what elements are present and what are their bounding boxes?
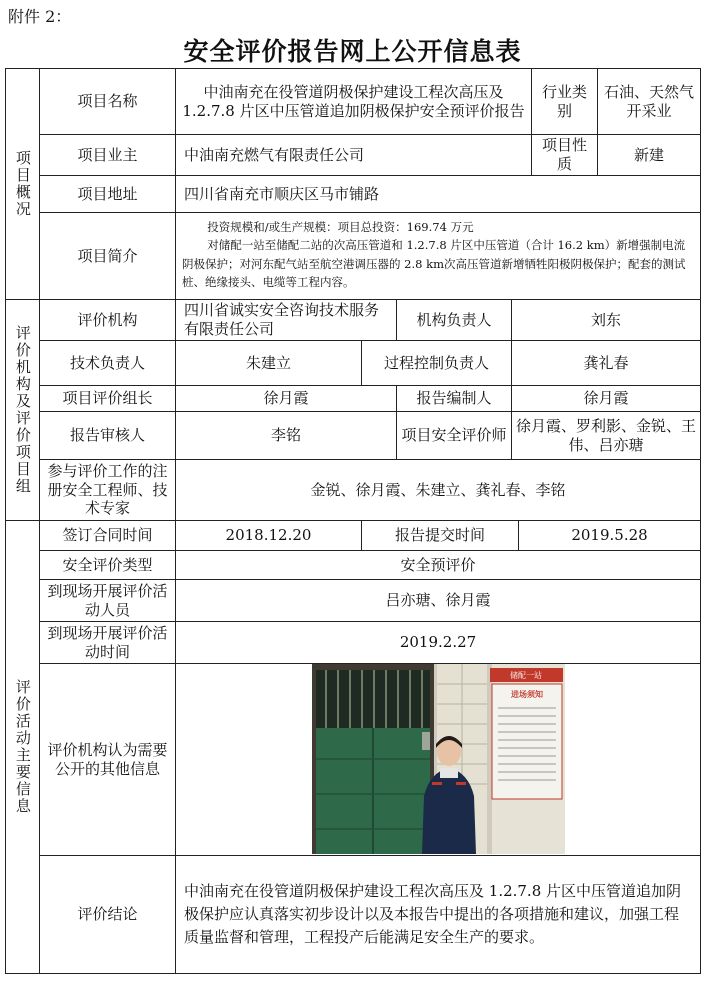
section-activity: 评价活动主要信息 — [5, 520, 40, 974]
conclusion-label: 评价结论 — [39, 855, 176, 974]
owner-label: 项目业主 — [39, 134, 176, 176]
industry-label: 行业类别 — [531, 68, 598, 135]
org-label: 评价机构 — [39, 299, 176, 341]
address: 四川省南充市顺庆区马市铺路 — [175, 175, 701, 213]
head-label: 机构负责人 — [396, 299, 512, 341]
project-name: 中油南充在役管道阴极保护建设工程次高压及 1.2.7.8 片区中压管道追加阴极保护安全预评价报告 — [175, 68, 532, 135]
org: 四川省诚实安全咨询技术服务有限责任公司 — [175, 299, 397, 341]
assessors-label: 项目安全评价师 — [396, 411, 512, 460]
nature-label: 项目性质 — [531, 134, 598, 176]
writer-label: 报告编制人 — [396, 385, 512, 412]
tech-label: 技术负责人 — [39, 340, 176, 386]
contract-label: 签订合同时间 — [39, 520, 176, 551]
reviewer-label: 报告审核人 — [39, 411, 176, 460]
page-title: 安全评价报告网上公开信息表 — [183, 37, 522, 66]
submit-date: 2019.5.28 — [518, 520, 701, 551]
submit-label: 报告提交时间 — [361, 520, 519, 551]
notice-board-head: 储配一站 — [510, 671, 542, 680]
process-label: 过程控制负责人 — [361, 340, 512, 386]
tech: 朱建立 — [175, 340, 362, 386]
head: 刘东 — [511, 299, 701, 341]
assessors: 徐月霞、罗利影、金锐、王伟、吕亦瑭 — [511, 411, 701, 460]
intro-label: 项目简介 — [39, 212, 176, 300]
writer: 徐月霞 — [511, 385, 701, 412]
type: 安全预评价 — [175, 550, 701, 580]
project-name-label: 项目名称 — [39, 68, 176, 135]
reviewer: 李铭 — [175, 411, 397, 460]
process: 龚礼春 — [511, 340, 701, 386]
owner: 中油南充燃气有限责任公司 — [175, 134, 532, 176]
intro-investment: 投资规模和/或生产规模：项目总投资：169.74 万元 — [207, 220, 474, 234]
industry: 石油、天然气开采业 — [597, 68, 701, 135]
site-photo — [312, 664, 565, 854]
intro-scope: 对储配一站至储配二站的次高压管道和 1.2.7.8 片区中压管道（合计 16.2 km）新增强制电流阴极保护；对河东配气站至航空港调压器的 2.8 km次高压管道新增牺牲阳极阴极保护；配套的测试桩、绝缘接头、电缆等工程内容。 — [182, 238, 686, 290]
leader-label: 项目评价组长 — [39, 385, 176, 412]
engineers-label: 参与评价工作的注册安全工程师、技术专家 — [39, 459, 176, 521]
conclusion: 中油南充在役管道阴极保护建设工程次高压及 1.2.7.8 片区中压管道追加阴极保护应认真落实初步设计以及本报告中提出的各项措施和建议，加强工程质量监督和管理，工程投产后能满足安全生产的要求。 — [175, 855, 701, 974]
intro — [175, 212, 701, 300]
leader: 徐月霞 — [175, 385, 397, 412]
other-label: 评价机构认为需要公开的其他信息 — [39, 663, 176, 856]
site-photo-drawing — [312, 664, 565, 854]
notice-board-title: 进场须知 — [511, 690, 543, 699]
staff: 吕亦瑭、徐月霞 — [175, 579, 701, 622]
staff-label: 到现场开展评价活动人员 — [39, 579, 176, 622]
nature: 新建 — [597, 134, 701, 176]
type-label: 安全评价类型 — [39, 550, 176, 580]
address-label: 项目地址 — [39, 175, 176, 213]
contract-date: 2018.12.20 — [175, 520, 362, 551]
time-label: 到现场开展评价活动时间 — [39, 621, 176, 664]
section-team: 评价机构及评价项目组 — [5, 299, 40, 521]
section-project: 项目概况 — [5, 68, 40, 300]
engineers: 金锐、徐月霞、朱建立、龚礼春、李铭 — [175, 459, 701, 521]
attachment-label: 附件 2： — [8, 7, 72, 26]
time: 2019.2.27 — [175, 621, 701, 664]
